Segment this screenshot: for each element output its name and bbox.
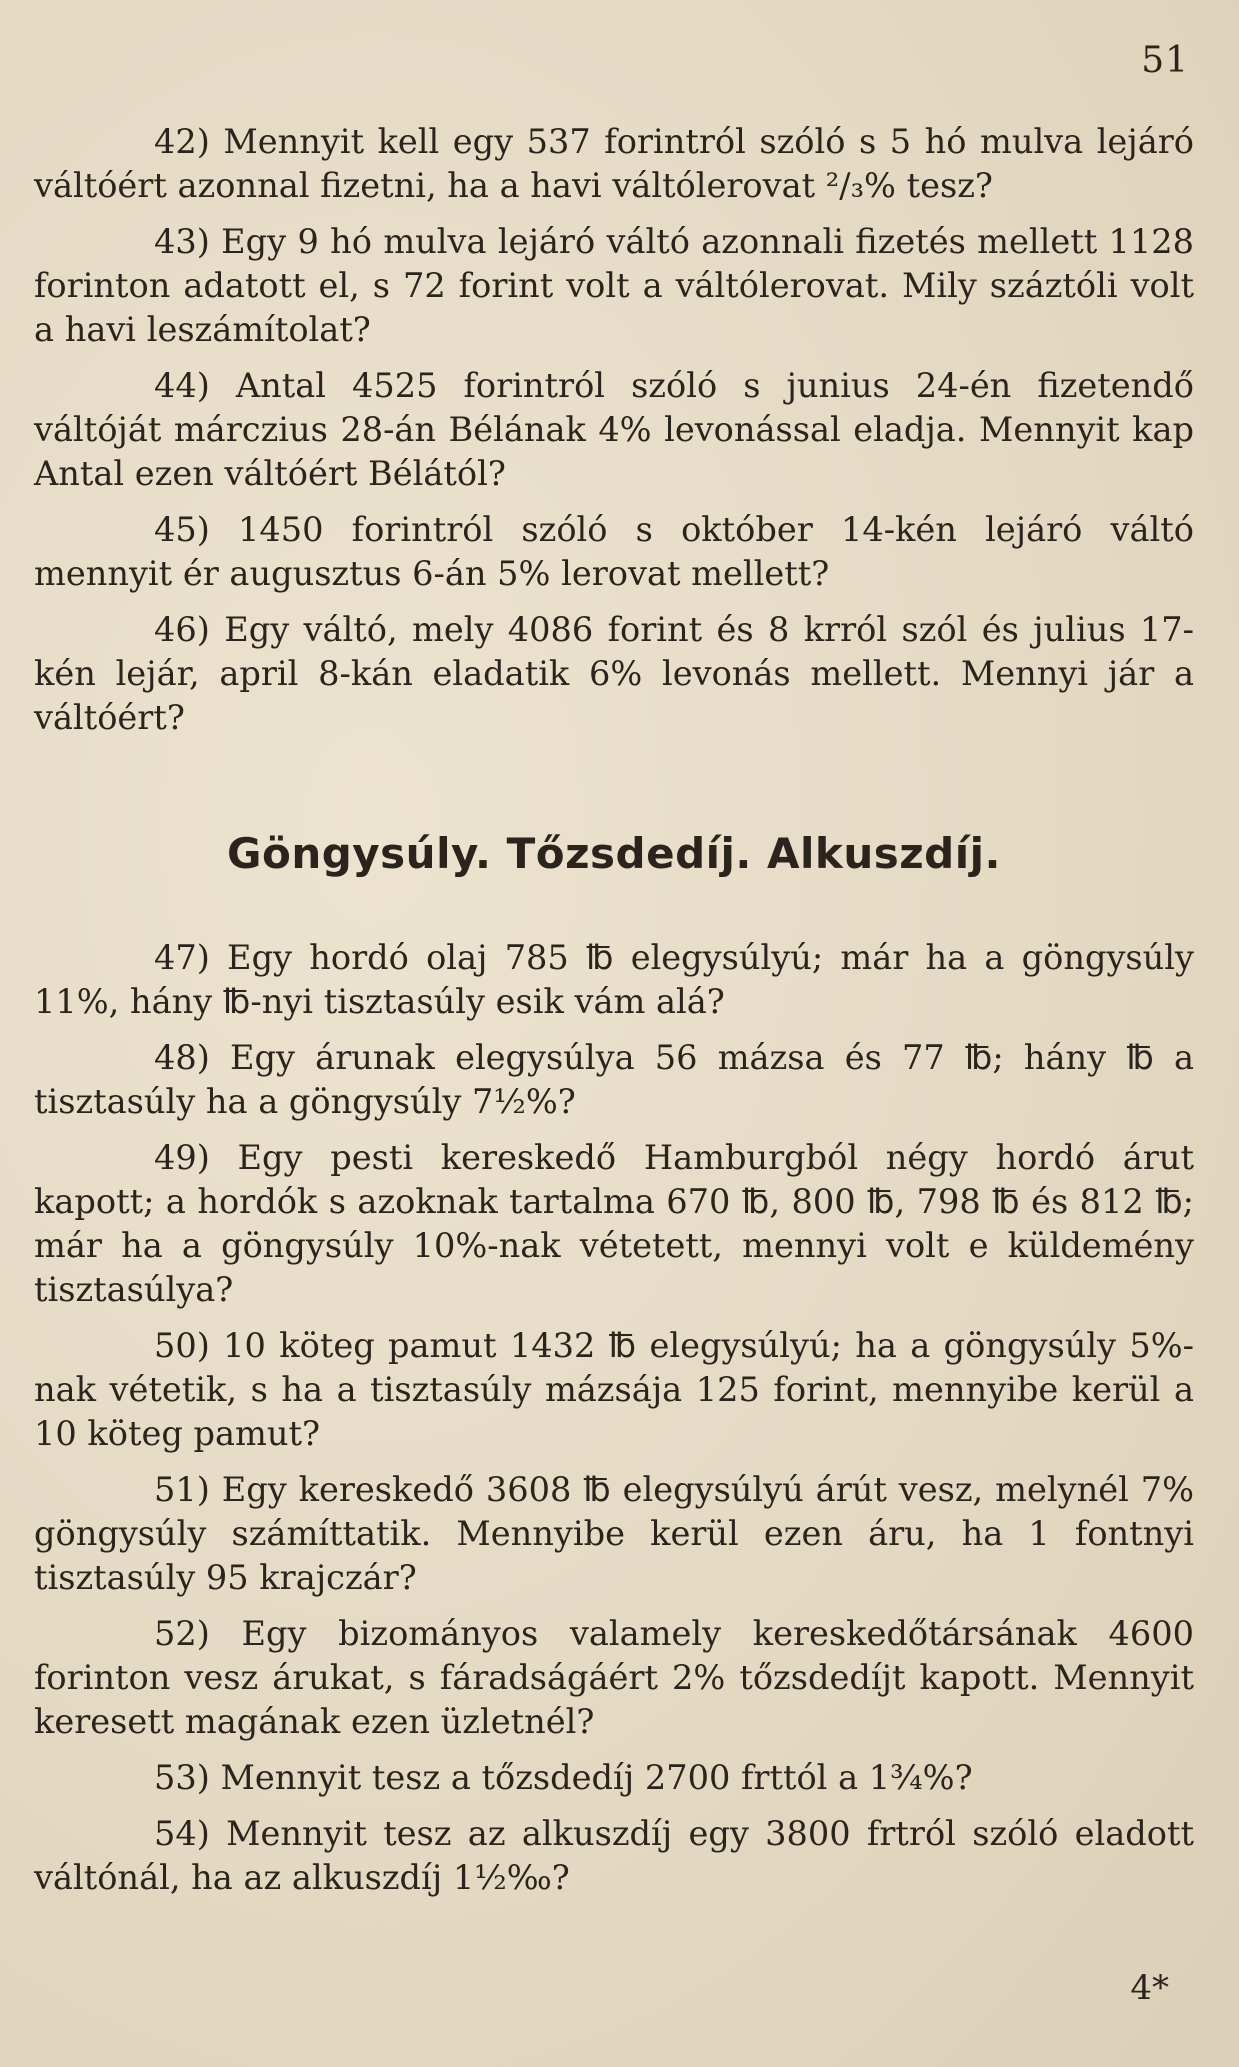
page-content xyxy=(34,120,1194,1912)
problem-46: 46) Egy váltó, mely 4086 forint és 8 krról szól és julius 17-kén lejár, april 8-kán eladatik 6% levonás mellett. Mennyi jár a váltóért? xyxy=(34,610,1194,737)
page-number: 51 xyxy=(1141,40,1189,81)
section-title: Göngysúly. Tőzsdedíj. Alkuszdíj. xyxy=(227,829,1001,878)
problem-44: 44) Antal 4525 forintról szóló s junius 24-én fizetendő váltóját márczius 28-án Bélának 4% levonással eladja. Mennyit kap Antal ezen váltóért Bélától? xyxy=(34,366,1194,493)
problem-52: 52) Egy bizományos valamely kereskedőtársának 4600 forinton vesz árukat, s fáradságáért 2% tőzsdedíjt kapott. Mennyit keresett magának ezen üzletnél? xyxy=(34,1614,1194,1741)
problem-54: 54) Mennyit tesz az alkuszdíj egy 3800 frtról szóló eladott váltónál, ha az alkuszdíj 1½‰? xyxy=(34,1814,1194,1897)
problem-53: 53) Mennyit tesz a tőzsdedíj 2700 frttól a 1¾%? xyxy=(154,1758,973,1797)
problem-48: 48) Egy árunak elegysúlya 56 mázsa és 77 ℔; hány ℔ a tisztasúly ha a göngysúly 7½%? xyxy=(34,1038,1194,1121)
problem-43: 43) Egy 9 hó mulva lejáró váltó azonnali fizetés mellett 1128 forinton adatott el, s 72 forint volt a váltólerovat. Mily száztóli volt a havi leszámítolat? xyxy=(34,222,1194,349)
problem-45: 45) 1450 forintról szóló s október 14-kén lejáró váltó mennyit ér augusztus 6-án 5% lerovat mellett? xyxy=(34,510,1194,593)
problem-42: 42) Mennyit kell egy 537 forintról szóló s 5 hó mulva lejáró váltóért azonnal fizetni, ha a havi váltólerovat ²/₃% tesz? xyxy=(34,122,1194,205)
problem-49: 49) Egy pesti kereskedő Hamburgból négy hordó árut kapott; a hordók s azoknak tartalma 670 ℔, 800 ℔, 798 ℔ és 812 ℔; már ha a göngysúly 10%-nak vétetett, mennyi volt e küldemény tisztasúlya? xyxy=(34,1138,1194,1309)
problem-47: 47) Egy hordó olaj 785 ℔ elegysúlyú; már ha a göngysúly 11%, hány ℔-nyi tisztasúly esik vám alá? xyxy=(34,938,1194,1021)
signature-mark: 4* xyxy=(1130,1968,1169,2008)
problem-50: 50) 10 köteg pamut 1432 ℔ elegysúlyú; ha a göngysúly 5%-nak vétetik, s ha a tisztasúly mázsája 125 forint, mennyibe kerül a 10 köteg pamut? xyxy=(34,1326,1194,1453)
problem-51: 51) Egy kereskedő 3608 ℔ elegysúlyú árút vesz, melynél 7% göngysúly számíttatik. Mennyibe kerül ezen áru, ha 1 fontnyi tisztasúly 95 krajczár? xyxy=(34,1470,1194,1597)
